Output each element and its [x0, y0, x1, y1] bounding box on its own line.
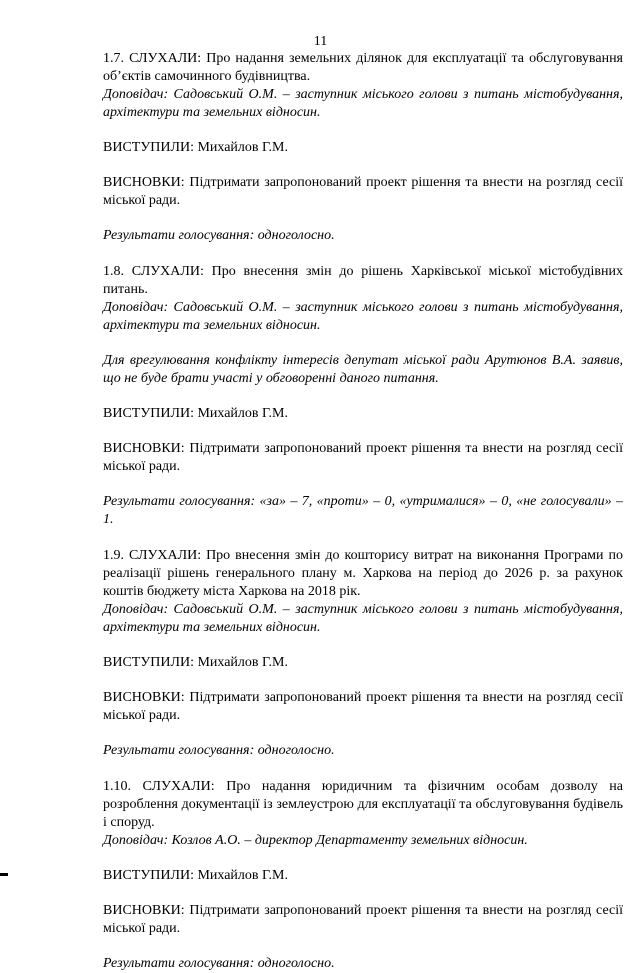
item-1-9-vote-results: Результати голосування: одноголосно.: [103, 743, 335, 758]
item-1-10-conclusions: ВИСНОВКИ: Підтримати запропонований проект рішення та внести на розгляд сесії міської ради.: [103, 903, 623, 936]
item-1-7-vote-results: Результати голосування: одноголосно.: [103, 228, 335, 243]
scan-edge-mark: [0, 873, 8, 876]
item-1-8-conclusions: ВИСНОВКИ: Підтримати запропонований проект рішення та внести на розгляд сесії міської ради.: [103, 441, 623, 474]
item-1-8-vote-results: Результати голосування: «за» – 7, «проти» – 0, «утрималися» – 0, «не голосували» – 1.: [103, 494, 623, 527]
item-1-10-spoke: ВИСТУПИЛИ: Михайлов Г.М.: [103, 868, 288, 883]
item-1-10-speaker: Доповідач: Козлов А.О. – директор Департаменту земельних відносин.: [103, 833, 528, 848]
item-1-8-heard: 1.8. СЛУХАЛИ: Про внесення змін до рішень Харківської міської містобудівних питань.: [103, 264, 623, 297]
item-1-8-speaker: Доповідач: Садовський О.М. – заступник міського голови з питань містобудування, архітектури та земельних відносин.: [103, 300, 623, 333]
item-1-9-conclusions: ВИСНОВКИ: Підтримати запропонований проект рішення та внести на розгляд сесії міської ради.: [103, 690, 623, 723]
item-1-9-heard: 1.9. СЛУХАЛИ: Про внесення змін до кошторису витрат на виконання Програми по реалізації рішень генерального плану м. Харкова на період до 2026 р. за рахунок коштів бюджету міста Харкова на 2018 рік.: [103, 548, 623, 599]
item-1-7-spoke: ВИСТУПИЛИ: Михайлов Г.М.: [103, 140, 288, 155]
page-number: 11: [313, 34, 328, 49]
item-1-7-speaker: Доповідач: Садовський О.М. – заступник міського голови з питань містобудування, архітектури та земельних відносин.: [103, 87, 623, 120]
item-1-7-conclusions: ВИСНОВКИ: Підтримати запропонований проект рішення та внести на розгляд сесії міської ради.: [103, 175, 623, 208]
item-1-7-heard: 1.7. СЛУХАЛИ: Про надання земельних ділянок для експлуатації та обслуговування об’єктів самочинного будівництва.: [103, 51, 623, 84]
item-1-9-spoke: ВИСТУПИЛИ: Михайлов Г.М.: [103, 655, 288, 670]
item-1-9-speaker: Доповідач: Садовський О.М. – заступник міського голови з питань містобудування, архітектури та земельних відносин.: [103, 602, 623, 635]
item-1-10-heard: 1.10. СЛУХАЛИ: Про надання юридичним та фізичним особам дозволу на розроблення документації із землеустрою для експлуатації та обслуговування будівель і споруд.: [103, 779, 623, 830]
minutes-body: [103, 50, 623, 973]
item-1-8-spoke: ВИСТУПИЛИ: Михайлов Г.М.: [103, 406, 288, 421]
item-1-8-conflict-note: Для врегулювання конфлікту інтересів депутат міської ради Арутюнов В.А. заявив, що не буде брати участі у обговоренні даного питання.: [103, 353, 623, 386]
item-1-10-vote-results: Результати голосування: одноголосно.: [103, 956, 335, 971]
